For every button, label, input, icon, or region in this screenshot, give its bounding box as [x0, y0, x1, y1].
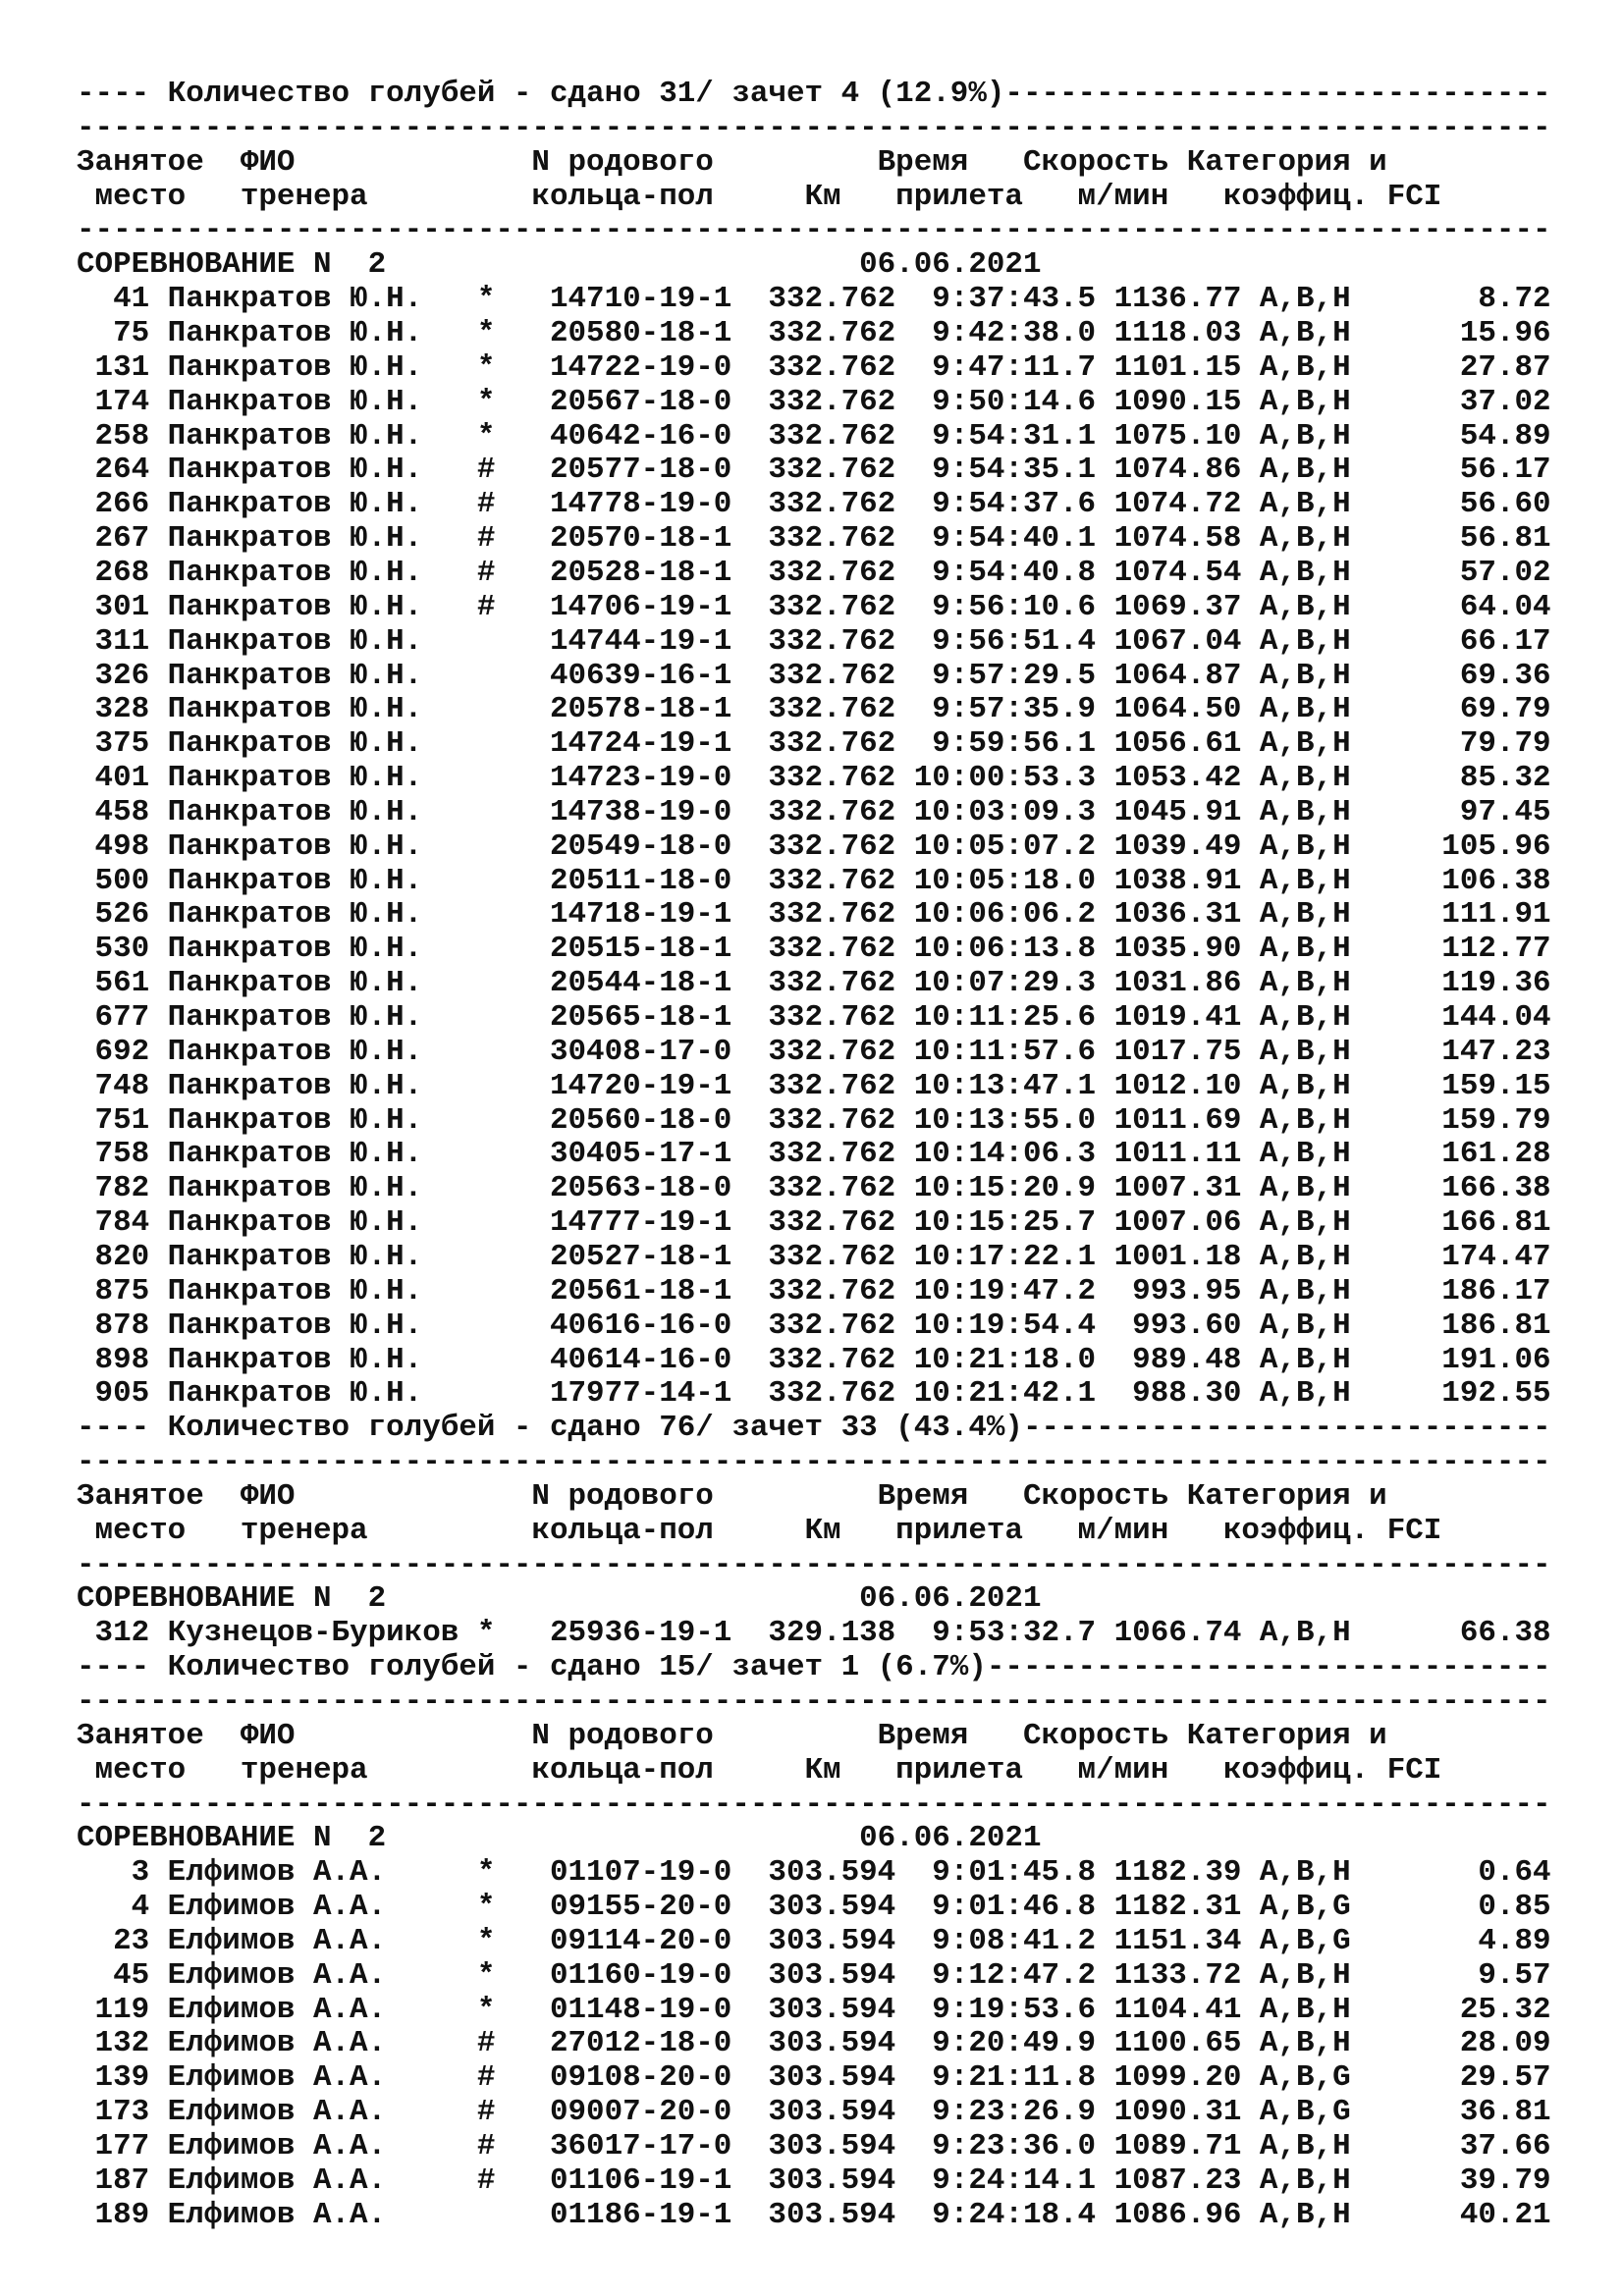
result-row: 692 Панкратов Ю.Н. 30408-17-0 332.762 10:11:57.6 1017.75 A,B,H 147.23 [77, 1034, 1551, 1069]
divider-line: --------------------------------------------------------------------------------- [77, 110, 1551, 145]
result-row: 748 Панкратов Ю.Н. 14720-19-1 332.762 10:13:47.1 1012.10 A,B,H 159.15 [77, 1068, 1551, 1103]
result-row: 328 Панкратов Ю.Н. 20578-18-1 332.762 9:57:35.9 1064.50 A,B,H 69.79 [77, 692, 1551, 727]
result-row: 41 Панкратов Ю.Н. * 14710-19-1 332.762 9:37:43.5 1136.77 A,B,H 8.72 [77, 282, 1551, 317]
result-row: 301 Панкратов Ю.Н. # 14706-19-1 332.762 9:56:10.6 1069.37 A,B,H 64.04 [77, 589, 1551, 624]
result-row: 530 Панкратов Ю.Н. 20515-18-1 332.762 10:06:13.8 1035.90 A,B,H 112.77 [77, 932, 1551, 967]
result-row: 312 Кузнецов-Буриков * 25936-19-1 329.138 9:53:32.7 1066.74 A,B,H 66.38 [77, 1616, 1551, 1651]
result-row: 905 Панкратов Ю.Н. 17977-14-1 332.762 10:21:42.1 988.30 A,B,H 192.55 [77, 1376, 1551, 1412]
result-row: 119 Елфимов А.А. * 01148-19-0 303.594 9:19:53.6 1104.41 A,B,H 25.32 [77, 1992, 1551, 2027]
result-row: 132 Елфимов А.А. # 27012-18-0 303.594 9:20:49.9 1100.65 A,B,H 28.09 [77, 2026, 1551, 2061]
competition-heading: СОРЕВНОВАНИЕ N 2 06.06.2021 [77, 1821, 1042, 1856]
result-row: 751 Панкратов Ю.Н. 20560-18-0 332.762 10:13:55.0 1011.69 A,B,H 159.79 [77, 1102, 1551, 1138]
result-row: 268 Панкратов Ю.Н. # 20528-18-1 332.762 9:54:40.8 1074.54 A,B,H 57.02 [77, 555, 1551, 590]
result-row: 187 Елфимов А.А. # 01106-19-1 303.594 9:24:14.1 1087.23 A,B,H 39.79 [77, 2163, 1551, 2198]
result-row: 139 Елфимов А.А. # 09108-20-0 303.594 9:21:11.8 1099.20 A,B,G 29.57 [77, 2060, 1551, 2096]
result-row: 177 Елфимов А.А. # 36017-17-0 303.594 9:23:36.0 1089.71 A,B,H 37.66 [77, 2129, 1551, 2163]
result-row: 878 Панкратов Ю.Н. 40616-16-0 332.762 10:19:54.4 993.60 A,B,H 186.81 [77, 1308, 1551, 1343]
summary-line: ---- Количество голубей - сдано 31/ зачет 4 (12.9%)------------------------------ [77, 77, 1551, 111]
column-header: место тренера кольца-пол Км прилета м/мин коэффиц. FCI [77, 179, 1442, 214]
result-row: 758 Панкратов Ю.Н. 30405-17-1 332.762 10:14:06.3 1011.11 A,B,H 161.28 [77, 1137, 1551, 1172]
result-row: 264 Панкратов Ю.Н. # 20577-18-0 332.762 9:54:35.1 1074.86 A,B,H 56.17 [77, 453, 1551, 488]
divider-line: --------------------------------------------------------------------------------- [77, 1547, 1551, 1582]
result-row: 3 Елфимов А.А. * 01107-19-0 303.594 9:01:45.8 1182.39 A,B,H 0.64 [77, 1855, 1551, 1891]
result-row: 782 Панкратов Ю.Н. 20563-18-0 332.762 10:15:20.9 1007.31 A,B,H 166.38 [77, 1171, 1551, 1206]
result-row: 311 Панкратов Ю.Н. 14744-19-1 332.762 9:56:51.4 1067.04 A,B,H 66.17 [77, 623, 1551, 659]
divider-line: --------------------------------------------------------------------------------- [77, 1445, 1551, 1479]
column-header: Занятое ФИО N родового Время Скорость Категория и [77, 1478, 1387, 1514]
result-row: 45 Елфимов А.А. * 01160-19-0 303.594 9:12:47.2 1133.72 A,B,H 9.57 [77, 1957, 1551, 1993]
competition-heading: СОРЕВНОВАНИЕ N 2 06.06.2021 [77, 1581, 1042, 1617]
result-row: 4 Елфимов А.А. * 09155-20-0 303.594 9:01:46.8 1182.31 A,B,G 0.85 [77, 1890, 1551, 1925]
summary-line: ---- Количество голубей - сдано 76/ зачет 33 (43.4%)----------------------------- [77, 1411, 1551, 1446]
result-row: 173 Елфимов А.А. # 09007-20-0 303.594 9:23:26.9 1090.31 A,B,G 36.81 [77, 2095, 1551, 2130]
result-row: 875 Панкратов Ю.Н. 20561-18-1 332.762 10:19:47.2 993.95 A,B,H 186.17 [77, 1273, 1551, 1308]
result-row: 266 Панкратов Ю.Н. # 14778-19-0 332.762 9:54:37.6 1074.72 A,B,H 56.60 [77, 487, 1551, 522]
result-row: 498 Панкратов Ю.Н. 20549-18-0 332.762 10:05:07.2 1039.49 A,B,H 105.96 [77, 828, 1551, 864]
result-row: 458 Панкратов Ю.Н. 14738-19-0 332.762 10:03:09.3 1045.91 A,B,H 97.45 [77, 794, 1551, 829]
column-header: место тренера кольца-пол Км прилета м/мин коэффиц. FCI [77, 1752, 1442, 1788]
result-row: 131 Панкратов Ю.Н. * 14722-19-0 332.762 9:47:11.7 1101.15 A,B,H 27.87 [77, 349, 1551, 385]
result-row: 526 Панкратов Ю.Н. 14718-19-1 332.762 10:06:06.2 1036.31 A,B,H 111.91 [77, 897, 1551, 933]
result-row: 189 Елфимов А.А. 01186-19-1 303.594 9:24:18.4 1086.96 A,B,H 40.21 [77, 2197, 1551, 2232]
result-row: 784 Панкратов Ю.Н. 14777-19-1 332.762 10:15:25.7 1007.06 A,B,H 166.81 [77, 1205, 1551, 1240]
result-row: 23 Елфимов А.А. * 09114-20-0 303.594 9:08:41.2 1151.34 A,B,G 4.89 [77, 1923, 1551, 1958]
result-row: 820 Панкратов Ю.Н. 20527-18-1 332.762 10:17:22.1 1001.18 A,B,H 174.47 [77, 1239, 1551, 1274]
result-row: 326 Панкратов Ю.Н. 40639-16-1 332.762 9:57:29.5 1064.87 A,B,H 69.36 [77, 658, 1551, 693]
result-row: 375 Панкратов Ю.Н. 14724-19-1 332.762 9:59:56.1 1056.61 A,B,H 79.79 [77, 726, 1551, 762]
result-row: 174 Панкратов Ю.Н. * 20567-18-0 332.762 9:50:14.6 1090.15 A,B,H 37.02 [77, 384, 1551, 419]
divider-line: --------------------------------------------------------------------------------- [77, 1787, 1551, 1822]
result-row: 267 Панкратов Ю.Н. # 20570-18-1 332.762 9:54:40.1 1074.58 A,B,H 56.81 [77, 521, 1551, 556]
competition-heading: СОРЕВНОВАНИЕ N 2 06.06.2021 [77, 247, 1042, 283]
result-row: 561 Панкратов Ю.Н. 20544-18-1 332.762 10:07:29.3 1031.86 A,B,H 119.36 [77, 966, 1551, 1001]
column-header: место тренера кольца-пол Км прилета м/мин коэффиц. FCI [77, 1513, 1442, 1548]
result-row: 500 Панкратов Ю.Н. 20511-18-0 332.762 10:05:18.0 1038.91 A,B,H 106.38 [77, 863, 1551, 898]
result-row: 75 Панкратов Ю.Н. * 20580-18-1 332.762 9:42:38.0 1118.03 A,B,H 15.96 [77, 316, 1551, 350]
result-row: 677 Панкратов Ю.Н. 20565-18-1 332.762 10:11:25.6 1019.41 A,B,H 144.04 [77, 1000, 1551, 1035]
result-row: 401 Панкратов Ю.Н. 14723-19-0 332.762 10:00:53.3 1053.42 A,B,H 85.32 [77, 761, 1551, 795]
result-row: 898 Панкратов Ю.Н. 40614-16-0 332.762 10:21:18.0 989.48 A,B,H 191.06 [77, 1342, 1551, 1377]
column-header: Занятое ФИО N родового Время Скорость Категория и [77, 144, 1387, 180]
divider-line: --------------------------------------------------------------------------------- [77, 213, 1551, 248]
summary-line: ---- Количество голубей - сдано 15/ зачет 1 (6.7%)------------------------------- [77, 1650, 1551, 1685]
column-header: Занятое ФИО N родового Время Скорость Категория и [77, 1718, 1387, 1753]
divider-line: --------------------------------------------------------------------------------- [77, 1684, 1551, 1719]
result-row: 258 Панкратов Ю.Н. * 40642-16-0 332.762 9:54:31.1 1075.10 A,B,H 54.89 [77, 418, 1551, 454]
